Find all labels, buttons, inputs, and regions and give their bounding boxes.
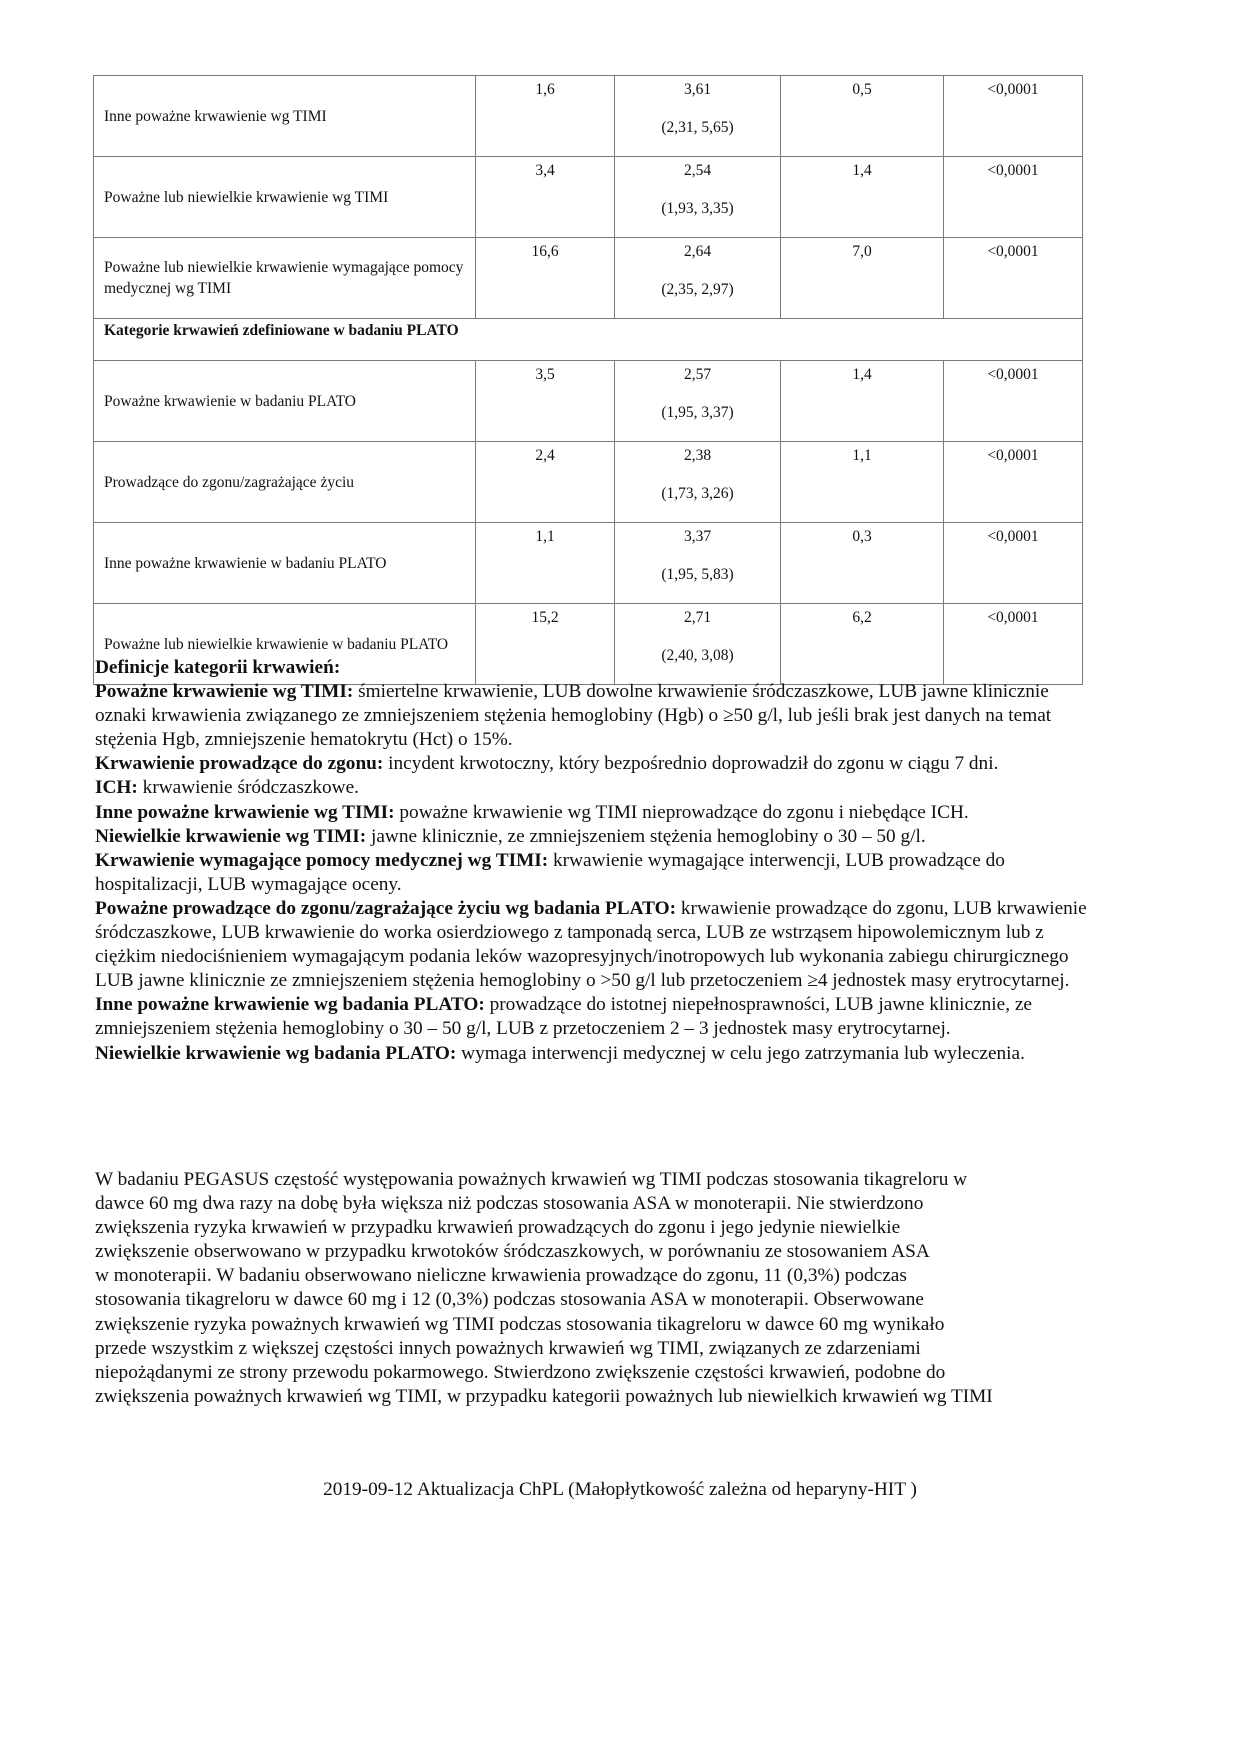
rate-cell: 1,6 [476, 76, 615, 157]
hazard-ratio-cell [615, 157, 781, 238]
definition-term: Inne poważne krwawienie wg TIMI: [95, 801, 395, 823]
table-row [94, 238, 1083, 319]
definition-item [95, 825, 1095, 849]
paragraph-line: dawce 60 mg dwa razy na dobę była większa niż podczas stosowania ASA w monoterapii. Nie stwierdzono [95, 1193, 924, 1215]
p-value-cell: <0,0001 [944, 157, 1083, 238]
rate-cell: 16,6 [476, 238, 615, 319]
rate-cell: 2,4 [476, 442, 615, 523]
p-value-cell: <0,0001 [944, 76, 1083, 157]
difference-cell: 0,5 [781, 76, 944, 157]
definition-text: krwawienie prowadzące do zgonu, LUB krwawienie śródczaszkowe, LUB krwawienie do worka osierdziowego z tamponadą serca, LUB ze wstrząsem hipowolemicznym lub z ciężkim niedociśnieniem wymagającym podania leków wazopresyjnych/inotropowych lub wykonania zabiegu chirurgicznego LUB jawne klinicznie ze zmniejszeniem stężenia hemoglobiny o >50 g/l lub przetoczeniem ≥4 jednostek masy erytrocytarnej. [95, 897, 1087, 992]
difference-cell: 6,2 [781, 604, 944, 685]
definition-text: wymaga interwencji medycznej w celu jego zatrzymania lub wyleczenia. [456, 1042, 1025, 1064]
definition-term: Krwawienie prowadzące do zgonu: [95, 753, 384, 775]
definitions-section [95, 656, 1095, 1066]
definition-item [95, 752, 1095, 776]
rate-cell: 3,5 [476, 361, 615, 442]
confidence-interval: (2,40, 3,08) [661, 647, 734, 664]
row-label: Poważne lub niewielkie krwawienie wg TIMI [94, 157, 476, 238]
table-row [94, 442, 1083, 523]
paragraph-line: W badaniu PEGASUS częstość występowania poważnych krwawień wg TIMI podczas stosowania tikagreloru w [95, 1169, 968, 1190]
bleeding-table [93, 75, 1083, 685]
definition-text: śmiertelne krwawienie, LUB dowolne krwawienie śródczaszkowe, LUB jawne klinicznie oznaki krwawienia związanego ze zmniejszeniem stężenia hemoglobiny (Hgb) o ≥50 g/l, lub jeśli brak jest danych na temat stężenia Hgb, zmniejszenie hematokrytu (Hct) o 15%. [95, 681, 1052, 751]
hazard-ratio-cell [615, 442, 781, 523]
definition-text: incydent krwotoczny, który bezpośrednio doprowadził do zgonu w ciągu 7 dni. [383, 753, 999, 775]
p-value-cell: <0,0001 [944, 442, 1083, 523]
p-value-cell: <0,0001 [944, 238, 1083, 319]
definition-text: krwawienie śródczaszkowe. [137, 777, 359, 799]
definition-term: Inne poważne krwawienie wg badania PLATO: [95, 994, 485, 1016]
row-label: Inne poważne krwawienie wg TIMI [94, 76, 476, 157]
rate-cell: 1,1 [476, 523, 615, 604]
hazard-ratio: 2,57 [683, 366, 712, 383]
confidence-interval: (1,73, 3,26) [661, 485, 734, 502]
hazard-ratio-cell [615, 238, 781, 319]
difference-cell: 0,3 [781, 523, 944, 604]
definition-term: Poważne prowadzące do zgonu/zagrażające życiu wg badania PLATO: [95, 897, 677, 919]
definition-text: krwawienie wymagające interwencji, LUB prowadzące do hospitalizacji, LUB wymagające oceny. [95, 849, 1005, 895]
hazard-ratio-cell [615, 523, 781, 604]
hazard-ratio: 2,54 [683, 162, 712, 179]
table-row [94, 523, 1083, 604]
confidence-interval: (1,95, 3,37) [661, 404, 734, 421]
paragraph-line: zwiększenia ryzyka krwawień w przypadku krwawień prowadzących do zgonu i jego jedynie niewielkie [95, 1217, 901, 1239]
definition-item [95, 776, 1095, 800]
section-header-plato: Kategorie krwawień zdefiniowane w badaniu PLATO [94, 319, 1083, 361]
definition-item [95, 897, 1095, 993]
table-row [94, 76, 1083, 157]
hazard-ratio: 3,61 [683, 81, 712, 98]
p-value-cell: <0,0001 [944, 361, 1083, 442]
definition-text: poważne krwawienie wg TIMI nieprowadzące do zgonu i niebędące ICH. [394, 801, 969, 823]
difference-cell: 7,0 [781, 238, 944, 319]
definition-term: ICH: [95, 777, 138, 799]
difference-cell: 1,4 [781, 157, 944, 238]
rate-cell: 3,4 [476, 157, 615, 238]
definition-item [95, 1042, 1095, 1066]
rate-cell: 15,2 [476, 604, 615, 685]
row-label: Poważne lub niewielkie krwawienie w badaniu PLATO [94, 604, 476, 685]
definition-term: Niewielkie krwawienie wg badania PLATO: [95, 1042, 457, 1064]
confidence-interval: (1,93, 3,35) [661, 200, 734, 217]
difference-cell: 1,1 [781, 442, 944, 523]
definition-item [95, 680, 1095, 752]
definition-term: Niewielkie krwawienie wg TIMI: [95, 825, 367, 847]
paragraph-line: zwiększenie obserwowano w przypadku krwotoków śródczaszkowych, w porównaniu ze stosowaniem ASA [95, 1241, 930, 1263]
paragraph-line: niepożądanymi ze strony przewodu pokarmowego. Stwierdzono zwiększenie częstości krwawień, podobne do [95, 1361, 946, 1383]
definition-text: prowadzące do istotnej niepełnosprawności, LUB jawne klinicznie, ze zmniejszeniem stężenia hemoglobiny o 30 – 50 g/l, LUB z przetoczeniem 2 – 3 jednostek masy erytrocytarnej. [95, 994, 1032, 1040]
table-row [94, 157, 1083, 238]
definition-item [95, 801, 1095, 825]
section-header-row [94, 319, 1083, 361]
p-value-cell: <0,0001 [944, 523, 1083, 604]
definition-term: Krwawienie wymagające pomocy medycznej wg TIMI: [95, 849, 549, 871]
page-footer: 2019-09-12 Aktualizacja ChPL (Małopłytkowość zależna od heparyny-HIT ) [323, 1479, 917, 1500]
definition-item [95, 849, 1095, 897]
pegasus-paragraph [95, 1168, 1095, 1409]
row-label: Inne poważne krwawienie w badaniu PLATO [94, 523, 476, 604]
paragraph-line: zwiększenia poważnych krwawień wg TIMI, w przypadku kategorii poważnych lub niewielkich krwawień wg TIMI [95, 1385, 993, 1407]
paragraph-line: przede wszystkim z większej częstości innych poważnych krwawień wg TIMI, związanych ze zdarzeniami [95, 1337, 921, 1359]
p-value-cell: <0,0001 [944, 604, 1083, 685]
row-label: Poważne lub niewielkie krwawienie wymagające pomocy medycznej wg TIMI [94, 238, 476, 319]
row-label: Poważne krwawienie w badaniu PLATO [94, 361, 476, 442]
paragraph-line: zwiększenie ryzyka poważnych krwawień wg TIMI podczas stosowania tikagreloru w dawce 60 mg wynikało [95, 1313, 945, 1335]
paragraph-line: stosowania tikagreloru w dawce 60 mg i 12 (0,3%) podczas stosowania ASA w monoterapii. Obserwowane [95, 1289, 924, 1311]
confidence-interval: (2,35, 2,97) [661, 281, 734, 298]
table-row [94, 361, 1083, 442]
definition-text: jawne klinicznie, ze zmniejszeniem stężenia hemoglobiny o 30 – 50 g/l. [366, 825, 926, 847]
hazard-ratio-cell [615, 76, 781, 157]
hazard-ratio: 2,38 [683, 447, 712, 464]
hazard-ratio-cell [615, 361, 781, 442]
hazard-ratio: 3,37 [683, 528, 712, 545]
confidence-interval: (1,95, 5,83) [661, 566, 734, 583]
definition-term: Poważne krwawienie wg TIMI: [95, 681, 354, 703]
definitions-heading: Definicje kategorii krwawień: [95, 657, 341, 678]
row-label: Prowadzące do zgonu/zagrażające życiu [94, 442, 476, 523]
paragraph-line: w monoterapii. W badaniu obserwowano nieliczne krwawienia prowadzące do zgonu, 11 (0,3%) podczas [95, 1265, 907, 1287]
confidence-interval: (2,31, 5,65) [661, 119, 734, 136]
definition-item [95, 993, 1095, 1041]
difference-cell: 1,4 [781, 361, 944, 442]
hazard-ratio: 2,64 [683, 243, 712, 260]
hazard-ratio: 2,71 [683, 609, 712, 626]
